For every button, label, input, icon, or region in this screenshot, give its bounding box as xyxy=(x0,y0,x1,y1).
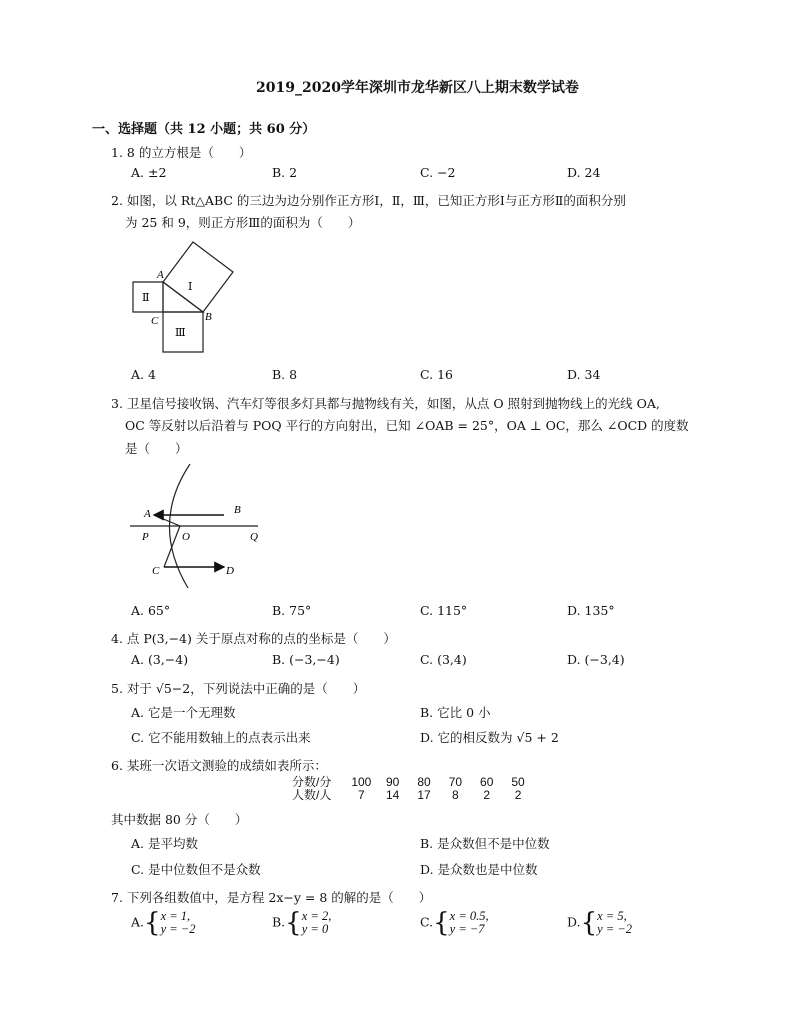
question-6-stem-2: 其中数据 80 分（ ） xyxy=(111,812,248,827)
brace-icon: { xyxy=(285,908,302,938)
score-cell: 80 xyxy=(417,775,431,789)
equation-line: x = 1, xyxy=(160,909,191,923)
label-square-ii: Ⅱ xyxy=(142,292,150,304)
option-letter: C. xyxy=(420,914,434,930)
question-3-option-c: C. 115° xyxy=(420,603,468,618)
question-6-option-b: B. 是众数但不是中位数 xyxy=(420,836,550,851)
question-5-option-c: C. 它不能用数轴上的点表示出来 xyxy=(131,730,311,745)
equation-system xyxy=(302,910,332,936)
score-cell: 50 xyxy=(511,775,525,789)
question-1-option-c: C. −2 xyxy=(420,165,456,180)
score-table xyxy=(292,776,532,802)
option-letter: D. xyxy=(567,914,581,930)
label-a: A xyxy=(157,269,164,281)
score-cell: 70 xyxy=(448,775,463,789)
label-c: C xyxy=(151,315,159,327)
question-4-stem: 4. 点 P(3,−4) 关于原点对称的点的坐标是（ ） xyxy=(111,631,396,646)
question-3-stem-line2: OC 等反射以后沿着与 POQ 平行的方向射出，已知 ∠OAB = 25°，OA ⊥ OC，那么 ∠OCD 的度数 xyxy=(125,418,689,433)
question-5-option-b: B. 它比 0 小 xyxy=(420,705,491,720)
label-c: C xyxy=(152,565,160,577)
option-letter: A. xyxy=(131,914,145,930)
question-2-option-b: B. 8 xyxy=(272,367,298,382)
question-2-stem-line1: 2. 如图，以 Rt△ABC 的三边为边分别作正方形Ⅰ，Ⅱ，Ⅲ，已知正方形Ⅰ与正方形Ⅱ的面积分别 xyxy=(111,193,626,208)
question-1-option-b: B. 2 xyxy=(272,165,298,180)
question-4-option-d: D. (−3,4) xyxy=(567,652,625,667)
question-3-stem-line1: 3. 卫星信号接收锅、汽车灯等很多灯具都与抛物线有关，如图，从点 O 照射到抛物线上的光线 OA, xyxy=(111,396,660,411)
label-b: B xyxy=(205,311,212,323)
count-cell: 2 xyxy=(514,788,522,802)
question-5-option-a: A. 它是一个无理数 xyxy=(131,705,236,720)
equation-line: y = −7 xyxy=(449,922,485,936)
label-square-i: Ⅰ xyxy=(188,281,193,293)
question-5-stem: 5. 对于 √5−2，下列说法中正确的是（ ） xyxy=(111,681,366,696)
question-7-option-a xyxy=(131,908,195,938)
label-d: D xyxy=(226,565,234,577)
page-title: 2019_2020学年深圳市龙华新区八上期末数学试卷 xyxy=(256,80,579,96)
label-square-iii: Ⅲ xyxy=(175,327,186,339)
brace-icon: { xyxy=(144,908,161,938)
question-1-stem: 1. 8 的立方根是（ ） xyxy=(111,145,252,160)
question-3-option-a: A. 65° xyxy=(131,603,171,618)
equation-line: y = 0 xyxy=(301,922,329,936)
equation-system xyxy=(161,910,196,936)
question-7-option-c xyxy=(420,908,489,938)
question-1-option-a: A. ±2 xyxy=(131,165,167,180)
question-7-stem: 7. 下列各组数值中，是方程 2x−y = 8 的解的是（ ） xyxy=(111,890,432,905)
equation-line: y = −2 xyxy=(597,922,633,936)
score-cell: 100 xyxy=(351,775,372,789)
question-4-option-c: C. (3,4) xyxy=(420,652,467,667)
brace-icon: { xyxy=(580,908,598,938)
square-i xyxy=(163,242,233,312)
label-q: Q xyxy=(250,531,258,543)
equation-line: y = −2 xyxy=(160,922,196,936)
count-cell: 8 xyxy=(452,788,459,802)
question-2-option-d: D. 34 xyxy=(567,367,601,382)
section-heading: 一、选择题（共 12 小题；共 60 分） xyxy=(92,122,316,137)
question-6-option-a: A. 是平均数 xyxy=(131,836,198,851)
question-6-stem: 6. 某班一次语文测验的成绩如表所示： xyxy=(111,758,327,773)
ray-oa xyxy=(154,515,180,526)
question-7-option-d xyxy=(567,908,632,938)
question-6-option-c: C. 是中位数但不是众数 xyxy=(131,862,261,877)
question-2-stem-line2: 为 25 和 9，则正方形Ⅲ的面积为（ ） xyxy=(125,215,361,230)
question-1-option-d: D. 24 xyxy=(567,165,601,180)
equation-system xyxy=(450,910,489,936)
count-cell: 2 xyxy=(483,788,491,802)
count-cell: 14 xyxy=(386,788,400,802)
score-cell: 90 xyxy=(386,775,400,789)
label-p: P xyxy=(142,531,149,543)
question-5-option-d: D. 它的相反数为 √5 + 2 xyxy=(420,730,559,745)
question-2-figure xyxy=(128,240,240,354)
equation-line: x = 0.5, xyxy=(449,909,489,923)
count-cell: 17 xyxy=(417,788,431,802)
question-2-option-a: A. 4 xyxy=(131,367,156,382)
count-cell: 7 xyxy=(358,788,365,802)
ray-oc xyxy=(164,526,180,567)
question-3-figure xyxy=(128,460,268,594)
option-letter: B. xyxy=(272,914,286,930)
score-table-row-count xyxy=(292,789,532,802)
label-a: A xyxy=(144,508,151,520)
label-b: B xyxy=(234,504,241,516)
question-4-option-a: A. (3,−4) xyxy=(131,652,189,667)
equation-system xyxy=(597,910,632,936)
equation-line: x = 2, xyxy=(301,909,332,923)
label-o: O xyxy=(182,531,190,543)
score-row-label: 分数/分 xyxy=(292,775,332,789)
brace-icon: { xyxy=(433,908,450,938)
question-6-option-d: D. 是众数也是中位数 xyxy=(420,862,538,877)
question-7-option-b xyxy=(272,908,331,938)
question-3-stem-line3: 是（ ） xyxy=(125,441,188,456)
count-row-label: 人数/人 xyxy=(292,788,332,802)
equation-line: x = 5, xyxy=(597,909,627,923)
question-3-option-b: B. 75° xyxy=(272,603,312,618)
question-4-option-b: B. (−3,−4) xyxy=(272,652,340,667)
question-3-option-d: D. 135° xyxy=(567,603,615,618)
score-cell: 60 xyxy=(480,775,494,789)
question-2-option-c: C. 16 xyxy=(420,367,453,382)
